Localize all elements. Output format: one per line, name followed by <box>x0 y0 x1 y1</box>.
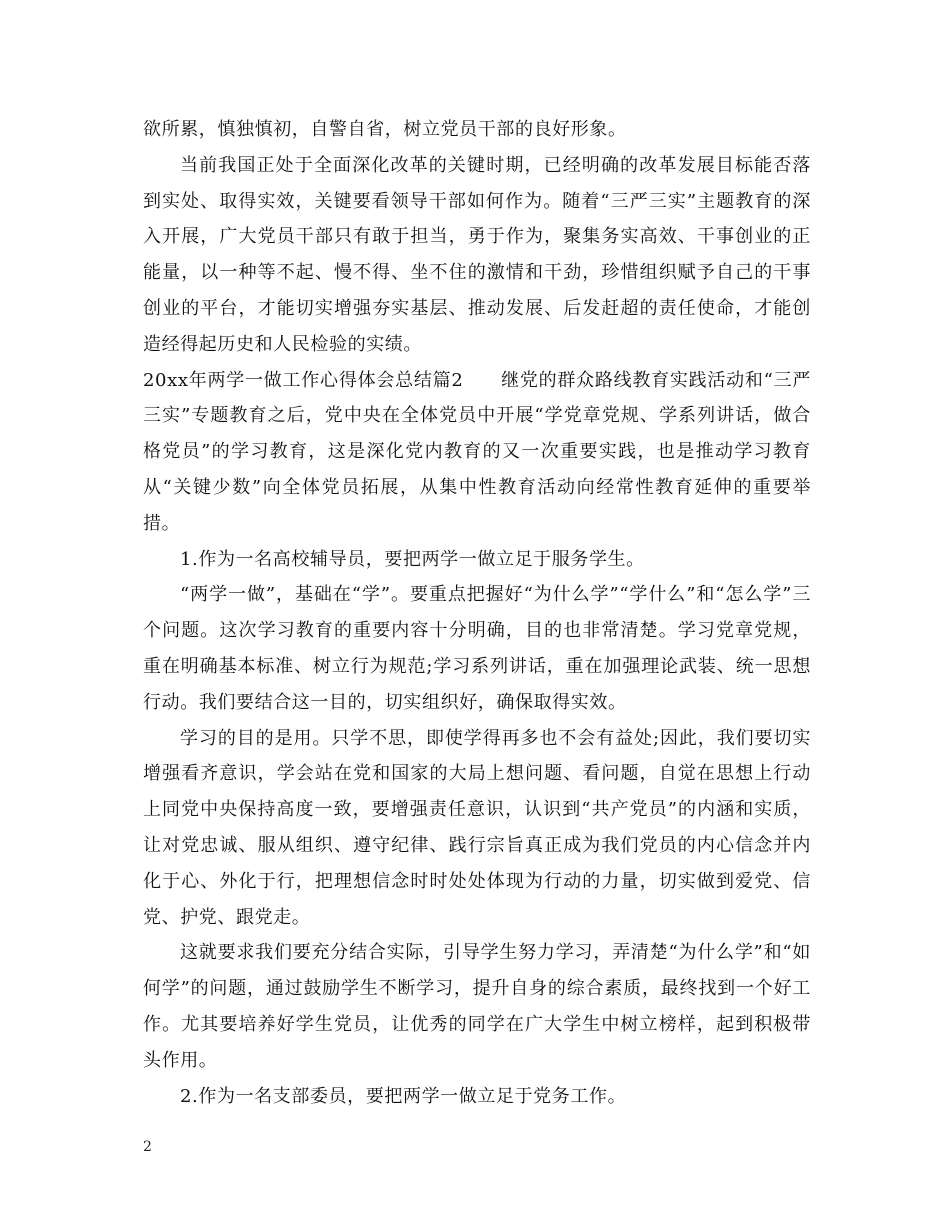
page-number: 2 <box>143 1139 152 1155</box>
paragraph-4: 1.作为一名高校辅导员，要把两学一做立足于服务学生。 <box>180 548 645 570</box>
document-body <box>143 112 811 1114</box>
paragraph-3: 20xx年两学一做工作心得体会总结篇2 继党的群众路线教育实践活动和“三严三实”专题教育之后，党中央在全体党员中开展“学党章党规、学系列讲话，做合格党员”的学习教育，这是深化党内教育的又一次重要实践，也是推动学习教育从“关键少数”向全体党员拓展，从集中性教育活动向经常性教育延伸的重要举措。 <box>143 369 811 534</box>
paragraph-8: 2.作为一名支部委员，要把两学一做立足于党务工作。 <box>180 1085 627 1107</box>
paragraph-5: “两学一做”，基础在“学”。要重点把握好“为什么学”“学什么”和“怎么学”三个问题。这次学习教育的重要内容十分明确，目的也非常清楚。学习党章党规，重在明确基本标准、树立行为规范;学习系列讲话，重在加强理论武装、统一思想行动。我们要结合这一目的，切实组织好，确保取得实效。 <box>143 584 811 713</box>
paragraph-2: 当前我国正处于全面深化改革的关键时期，已经明确的改革发展目标能否落到实处、取得实效，关键要看领导干部如何作为。随着“三严三实”主题教育的深入开展，广大党员干部只有敢于担当，勇于作为，聚集务实高效、干事创业的正能量，以一种等不起、慢不得、坐不住的激情和干劲，珍惜组织赋予自己的干事创业的平台，才能切实增强夯实基层、推动发展、后发赶超的责任使命，才能创造经得起历史和人民检验的实绩。 <box>143 154 811 355</box>
paragraph-1: 欲所累，慎独慎初，自警自省，树立党员干部的良好形象。 <box>143 119 627 140</box>
paragraph-6: 学习的目的是用。只学不思，即使学得再多也不会有益处;因此，我们要切实增强看齐意识，学会站在党和国家的大局上想问题、看问题，自觉在思想上行动上同党中央保持高度一致，要增强责任意识，认识到“共产党员”的内涵和实质，让对党忠诚、服从组织、遵守纪律、践行宗旨真正成为我们党员的内心信念并内化于心、外化于行，把理想信念时时处处体现为行动的力量，切实做到爱党、信党、护党、跟党走。 <box>143 727 811 928</box>
paragraph-7: 这就要求我们要充分结合实际，引导学生努力学习，弄清楚“为什么学”和“如何学”的问题，通过鼓励学生不断学习，提升自身的综合素质，最终找到一个好工作。尤其要培养好学生党员，让优秀的同学在广大学生中树立榜样，起到积极带头作用。 <box>143 942 811 1071</box>
